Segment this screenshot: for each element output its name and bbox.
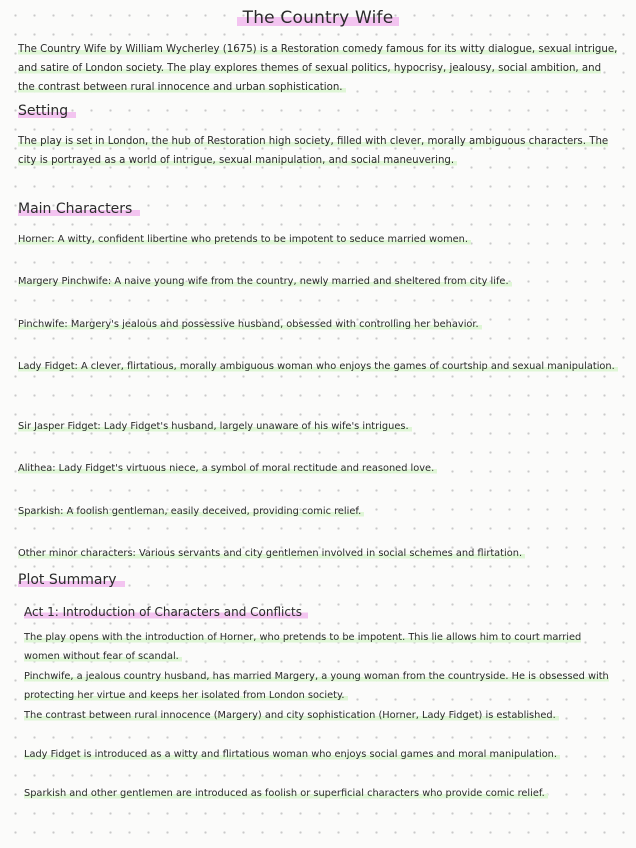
setting-paragraph: The play is set in London, the hub of Restoration high society, filled with clever, morally ambiguous characters. The city is portrayed as a world of intrigue, sexual manipulation, and social maneuvering. <box>18 136 609 166</box>
plot-item: The play opens with the introduction of Horner, who pretends to be impotent. This lie allows him to court married women without fear of scandal. <box>24 632 582 662</box>
plot-item: Lady Fidget is introduced as a witty and flirtatious woman who enjoys social games and moral manipulation. <box>24 745 614 764</box>
character-item: Margery Pinchwife: A naive young wife from the country, newly married and sheltered from city life. <box>18 272 618 291</box>
page-title: The Country Wife <box>0 8 636 28</box>
character-item: Pinchwife: Margery's jealous and possessive husband, obsessed with controlling her behavior. <box>18 315 618 334</box>
character-item: Lady Fidget: A clever, flirtatious, morally ambiguous woman who enjoys the games of courtship and sexual manipulation. <box>18 357 618 376</box>
plot-item: The contrast between rural innocence (Margery) and city sophistication (Horner, Lady Fidget) is established. <box>24 706 614 725</box>
character-item: Sir Jasper Fidget: Lady Fidget's husband, largely unaware of his wife's intrigues. <box>18 417 618 436</box>
character-item: Alithea: Lady Fidget's virtuous niece, a symbol of moral rectitude and reasoned love. <box>18 459 618 478</box>
character-item: Sparkish: A foolish gentleman, easily deceived, providing comic relief. <box>18 502 618 521</box>
act1-heading: Act 1: Introduction of Characters and Conflicts <box>24 605 308 619</box>
plot-item: Pinchwife, a jealous country husband, has married Margery, a young woman from the countryside. He is obsessed with protecting her virtue and keeps her isolated from London society. <box>24 671 609 701</box>
plot-heading: Plot Summary <box>18 572 125 588</box>
setting-heading: Setting <box>18 103 76 119</box>
intro-paragraph: The Country Wife by William Wycherley (1675) is a Restoration comedy famous for its witty dialogue, sexual intrigue, and satire of London society. The play explores themes of sexual politics, hypocrisy, jealousy, social ambition, and the contrast between rural innocence and urban sophistication. <box>18 44 618 93</box>
character-item: Other minor characters: Various servants and city gentlemen involved in social schemes and flirtation. <box>18 544 618 563</box>
plot-item: Sparkish and other gentlemen are introduced as foolish or superficial characters who provide comic relief. <box>24 784 614 803</box>
characters-heading: Main Characters <box>18 201 140 217</box>
character-item: Horner: A witty, confident libertine who pretends to be impotent to seduce married women. <box>18 230 618 249</box>
